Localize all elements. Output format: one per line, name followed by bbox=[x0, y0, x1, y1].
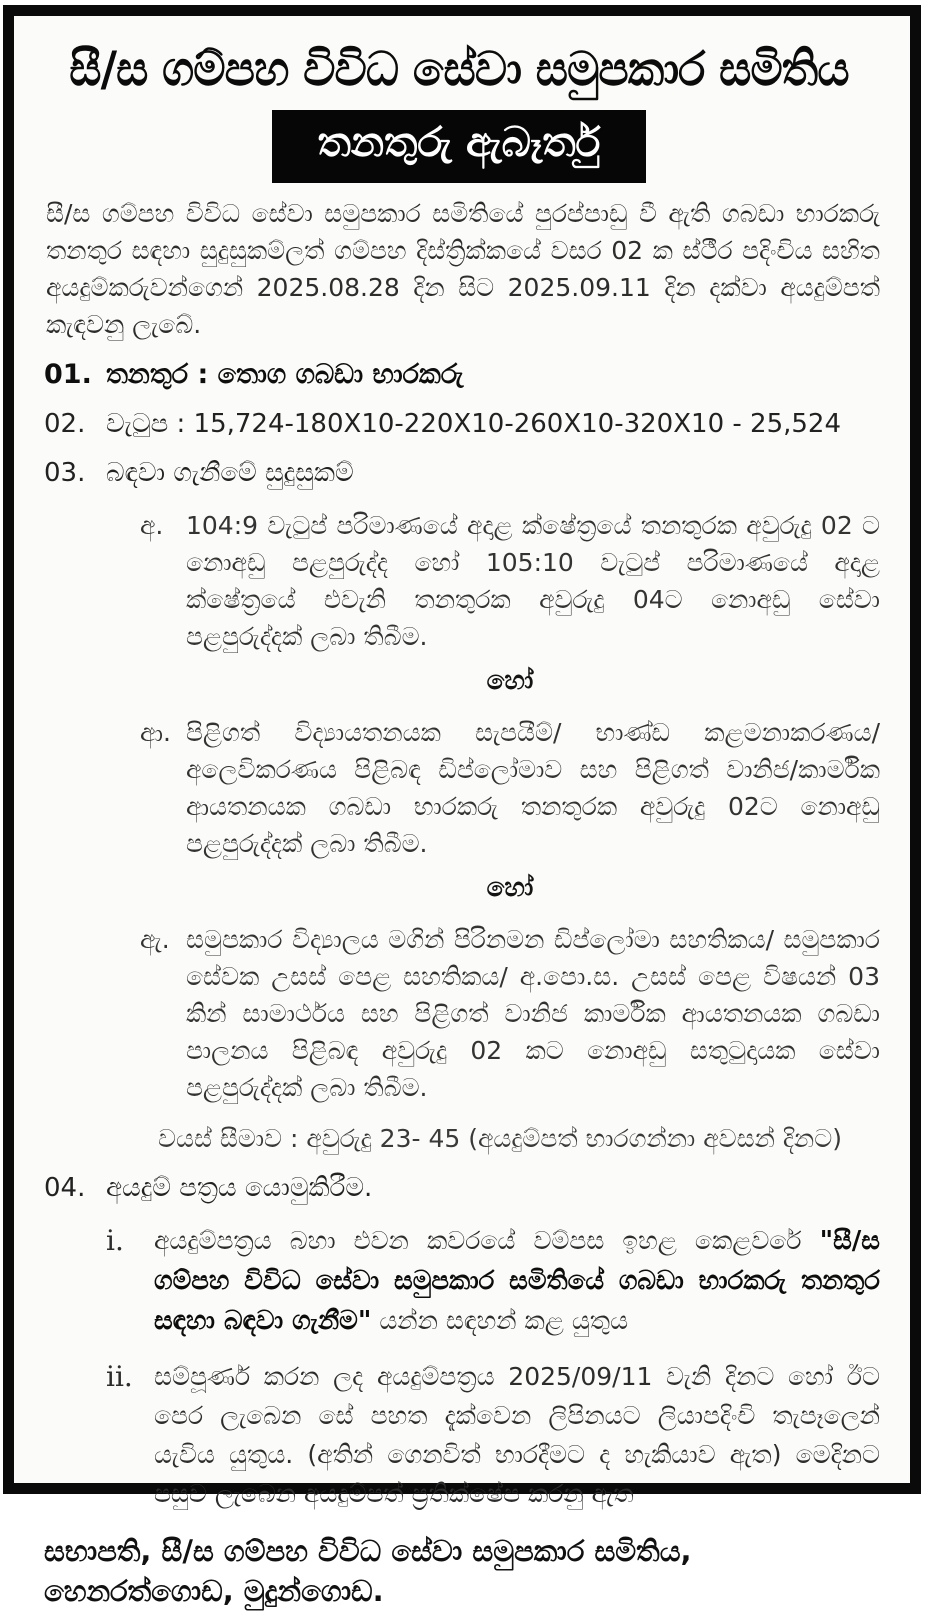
item-row-02 bbox=[44, 407, 882, 441]
qualifications-heading: බඳවා ගැනීමේ සුදුසුකම් bbox=[106, 458, 354, 489]
item-number: 01. bbox=[44, 359, 92, 391]
item-row-01 bbox=[44, 358, 882, 392]
position-title: තනතුර : තොග ගබඩා භාරකරු bbox=[106, 359, 464, 391]
qualifications-list bbox=[140, 507, 880, 1106]
intro-paragraph: සී/ස ගම්පහ විවිධ සේවා සමුපකාර සමිතියේ පුරප්පාඩු වී ඇති ගබඩා භාරකරු තනතුර සඳහා සුදුසුකම්ලත් ගම්පහ දිස්ත්‍රික්කයේ වසර 02 ක ස්ථීර පදිංචිය සහිත අයදුම්කරුවන්ගෙන් 2025.08.28 දින සිට 2025.09.11 දින දක්වා අයදුම්පත් කැඳවනු ලැබේ. bbox=[46, 199, 880, 340]
submission-item-i bbox=[106, 1221, 880, 1341]
qualification-text: පිළිගත් විද්‍යායතනයක සැපයීම්/ භාණ්ඩ කළමනාකරණය/අලෙවිකරණය පිළිබඳ ඩිප්ලෝමාව සහ පිළිගත් වානිජ/කාර්මික ආයතනයක ගබඩා භාරකරු තනතුරක අවුරුදු 02ට නොඅඩු පළපුරුද්දක් ලබා තිබීම. bbox=[186, 718, 880, 859]
submission-item-ii bbox=[106, 1357, 880, 1513]
page-border-frame bbox=[3, 5, 921, 1609]
salary-scale: වැටුප : 15,724-180X10-220X10-260X10-320X10 - 25,524 bbox=[106, 409, 842, 440]
banner-row bbox=[36, 110, 882, 183]
item-number: 04. bbox=[44, 1173, 86, 1204]
qualification-letter: ඇ. bbox=[140, 925, 170, 955]
qualification-item-ae bbox=[140, 921, 880, 1106]
submission-text: සම්පූර්ණ කරන ලද අයදුම්පත්‍රය 2025/09/11 වැනි දිනට හෝ ඊට පෙර ලැබෙන සේ පහත දැක්වෙන ලිපිනයට ලියාපදිංචි තැපෑලෙන් යැවිය යුතුය. (අතින් ගෙනවිත් භාරදීමට ද හැකියාව ඇත) මෙදිනට පසුව ලැබෙන අයදුම්පත් ප්‍රතික්ෂේප කරනු ඇත bbox=[154, 1362, 880, 1509]
footer-signature bbox=[44, 1531, 882, 1611]
qualification-item-aa bbox=[140, 714, 880, 862]
age-limit: වයස් සීමාව : අවුරුදු 23- 45 (අයදුම්පත් භාරගන්නා අවසන් දිනට) bbox=[158, 1124, 842, 1154]
submission-text-after: යන්න සඳහන් කළ යුතුය bbox=[371, 1306, 629, 1336]
society-title: සී/ස ගම්පහ විවිධ සේවා සමුපකාර සමිතිය bbox=[69, 40, 849, 97]
qualification-text: සමුපකාර විද්‍යාලය මගින් පිරිනමන ඩිප්ලෝමා සහතිකය/ සමුපකාර සේවක උසස් පෙළ සහතිකය/ අ.පො.ස. උසස් පෙළ විෂයන් 03 කින් සාමාර්ථය සහ පිළිගත් වානිජ කාර්මික ආයතනයක ගබඩා පාලනය පිළිබඳ අවුරුදු 02 කට නොඅඩු සතුටුදායක සේවා පළපුරුද්දක් ලබා තිබීම. bbox=[186, 925, 880, 1103]
application-submission-heading: අයදුම් පත්‍රය යොමුකිරීම. bbox=[106, 1173, 373, 1204]
submission-text bbox=[154, 1221, 880, 1341]
envelope-label-quote: "සී/ස ගම්පහ විවිධ සේවා සමුපකාර සමිතියේ ගබඩා භාරකරු තනතුර සඳහා බඳවා ගැනීම" bbox=[154, 1226, 880, 1337]
item-number: 03. bbox=[44, 458, 86, 489]
address-line: හෙනරත්ගොඩ, මුදුන්ගොඩ. bbox=[44, 1574, 384, 1609]
submission-numeral: ii. bbox=[106, 1360, 133, 1394]
chairman-line: සභාපති, සී/ස ගම්පහ විවිධ සේවා සමුපකාර සමිතිය, bbox=[44, 1534, 692, 1569]
or-separator: හෝ bbox=[486, 666, 534, 697]
qualification-letter: ආ. bbox=[140, 718, 171, 748]
vacancy-banner: තනතුරු ඇබෑර්තු bbox=[272, 110, 647, 183]
submission-text-before: අයදුම්පත්‍රය බහා එවන කවරයේ වම්පස ඉහළ කෙළවරේ bbox=[154, 1226, 820, 1256]
qualification-item-a bbox=[140, 507, 880, 655]
submission-numeral: i. bbox=[106, 1224, 124, 1258]
or-separator: හෝ bbox=[486, 873, 534, 904]
item-number: 02. bbox=[44, 409, 86, 440]
item-row-03 bbox=[44, 456, 882, 490]
submission-instructions bbox=[106, 1221, 880, 1513]
item-row-04 bbox=[44, 1171, 882, 1205]
qualification-letter: අ. bbox=[140, 511, 164, 541]
qualification-text: 104:9 වැටුප් පරිමාණයේ අදාළ ක්ෂේත්‍රයේ තනතුරක අවුරුදු 02 ට නොඅඩු පළපුරුද්ද හෝ 105:10 වැටුප් පරිමාණයේ අදාළ ක්ෂේත්‍රයේ එවැනි තනතුරක අවුරුදු 04ට නොඅඩු සේවා පළපුරුද්දක් ලබා තිබීම. bbox=[186, 511, 880, 652]
